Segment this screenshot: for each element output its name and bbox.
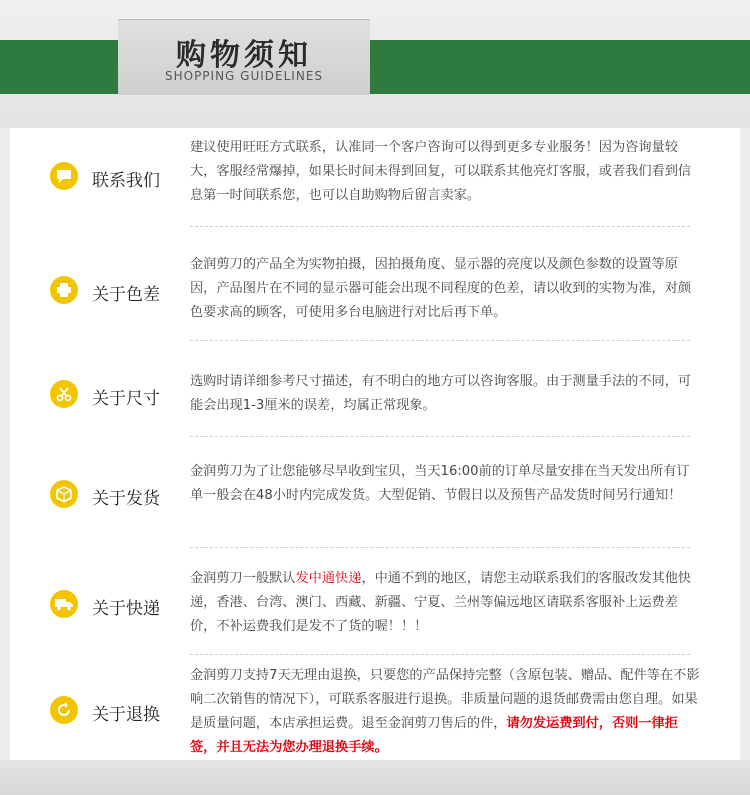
section-text bbox=[190, 664, 700, 760]
section-shipping bbox=[10, 448, 740, 546]
divider bbox=[190, 436, 690, 437]
scissors-icon bbox=[50, 380, 78, 408]
package-box-icon bbox=[50, 480, 78, 508]
page-subtitle: SHOPPING GUIDELINES bbox=[164, 69, 324, 83]
chat-bubble-icon bbox=[50, 162, 78, 190]
footer-band bbox=[0, 760, 750, 795]
section-text: 建议使用旺旺方式联系，认准同一个客户咨询可以得到更多专业服务！因为咨询量较大，客服经常爆掉，如果长时间未得到回复，可以联系其他亮灯客服，或者我们看到信息第一时间联系您，也可以自助购物后留言卖家。 bbox=[190, 140, 692, 203]
header-green-stripe bbox=[0, 40, 750, 94]
divider bbox=[190, 340, 690, 341]
section-label: 关于色差 bbox=[92, 285, 160, 305]
delivery-truck-icon bbox=[50, 590, 78, 618]
section-returns bbox=[10, 662, 740, 760]
section-size bbox=[10, 352, 740, 436]
section-text-part: 金润剪刀支持7天无理由退换，只要您的产品保持完整（含原包装、赠品、配件等在不影响二次销售的情况下），可联系客服进行退换。非质量问题的退货邮费需由您自理。如果是质量问题，本店承担运费。退至金润剪刀售后的件， bbox=[190, 668, 700, 731]
divider bbox=[190, 226, 690, 227]
highlight-text: 请勿发运费到付，否则一律拒签，并且无法为您办理退换手续。 bbox=[190, 716, 678, 755]
divider bbox=[190, 654, 690, 655]
section-text-part: 金润剪刀一般默认 bbox=[190, 571, 296, 586]
section-text: 选购时请详细参考尺寸描述，有不明白的地方可以咨询客服。由于测量手法的不同，可能会出现1-3厘米的误差，均属正常现象。 bbox=[190, 374, 692, 413]
section-label: 关于快递 bbox=[92, 599, 160, 619]
section-text-part: ，中通不到的地区，请您主动联系我们的客服改发其他快递，香港、台湾、澳门、西藏、新疆、宁夏、兰州等偏远地区请联系客服补上运费差价，不补运费我们是发不了货的喔！！！ bbox=[190, 571, 692, 634]
printer-icon bbox=[50, 276, 78, 304]
divider bbox=[190, 547, 690, 548]
title-tab bbox=[118, 18, 370, 95]
section-contact bbox=[10, 128, 740, 226]
section-text bbox=[190, 567, 700, 639]
section-label: 联系我们 bbox=[92, 171, 160, 191]
section-label: 关于尺寸 bbox=[92, 389, 160, 409]
section-text: 金润剪刀的产品全为实物拍摄，因拍摄角度、显示器的亮度以及颜色参数的设置等原因，产品图片在不同的显示器可能会出现不同程度的色差，请以收到的实物为准，对颜色要求高的顾客，可使用多台电脑进行对比后再下单。 bbox=[190, 257, 692, 320]
page-title: 购物须知 bbox=[176, 38, 312, 73]
section-label: 关于发货 bbox=[92, 489, 160, 509]
section-color-difference bbox=[10, 238, 740, 338]
section-label: 关于退换 bbox=[92, 705, 160, 725]
highlight-text: 发中通快递 bbox=[295, 571, 362, 586]
section-courier bbox=[10, 556, 740, 654]
return-arrow-icon bbox=[50, 696, 78, 724]
section-text: 金润剪刀为了让您能够尽早收到宝贝，当天16:00前的订单尽量安排在当天发出所有订单一般会在48小时内完成发货。大型促销、节假日以及预售产品发货时间另行通知！ bbox=[190, 464, 690, 503]
